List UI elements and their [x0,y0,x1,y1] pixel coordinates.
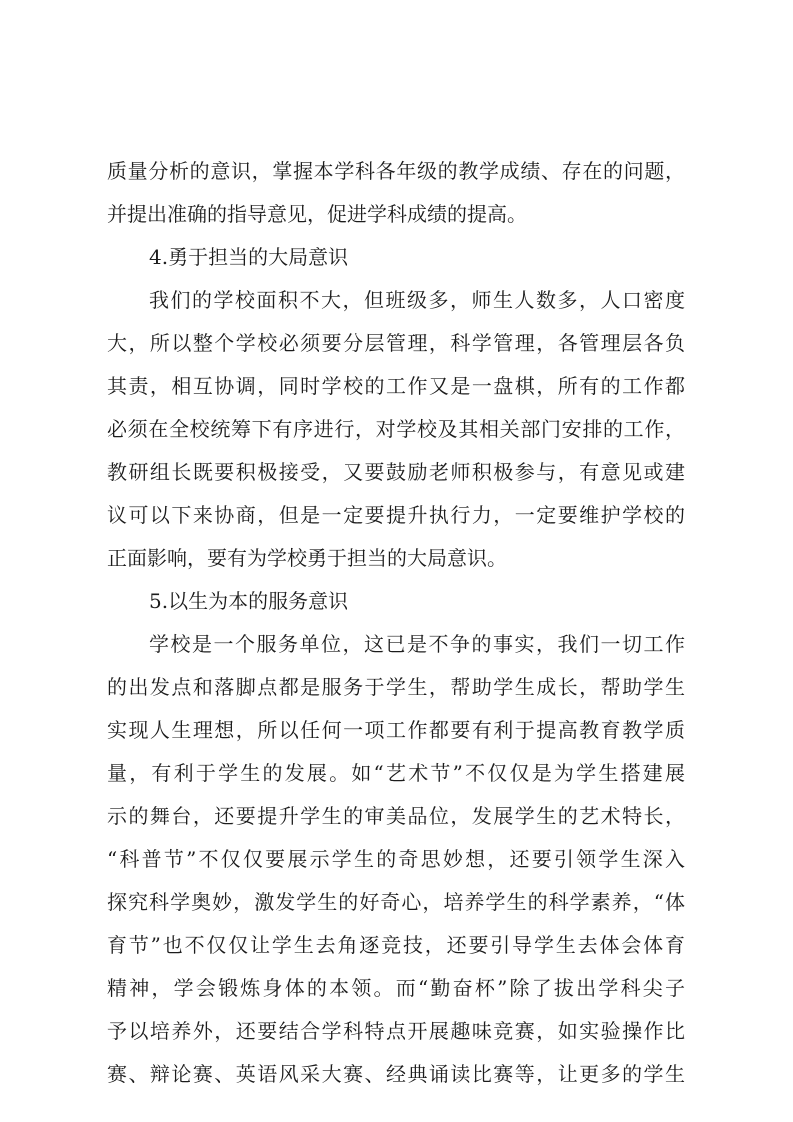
section-heading: 5.以生为本的服务意识 [149,589,349,613]
text-line: 必须在全校统筹下有序进行，对学校及其相关部门安排的工作， [107,417,685,441]
text-line: 其责，相互协调，同时学校的工作又是一盘棋，所有的工作都 [107,374,685,398]
text-line: 学校是一个服务单位，这已是不争的事实，我们一切工作 [149,632,685,656]
text-line: 精神，学会锻炼身体的本领。而“勤奋杯”除了拔出学科尖子 [107,976,685,1000]
text-line: 赛、辩论赛、英语风采大赛、经典诵读比赛等，让更多的学生 [107,1062,685,1086]
text-line: 实现人生理想，所以任何一项工作都要有利于提高教育教学质 [107,718,685,742]
text-line: 示的舞台，还要提升学生的审美品位，发展学生的艺术特长， [107,804,685,828]
text-line: 我们的学校面积不大，但班级多，师生人数多，人口密度 [149,288,685,312]
section-heading: 4.勇于担当的大局意识 [149,245,349,269]
section-5 [107,580,685,1096]
text-line: 大，所以整个学校必须要分层管理，科学管理，各管理层各负 [107,331,685,355]
continued-paragraph [107,150,685,236]
text-line: “科普节”不仅仅要展示学生的奇思妙想，还要引领学生深入 [107,847,685,871]
section-4 [107,236,685,580]
text-line: 正面影响，要有为学校勇于担当的大局意识。 [107,546,507,570]
body-text [107,150,685,1096]
text-line: 探究科学奥妙，激发学生的好奇心，培养学生的科学素养，“体 [107,890,685,914]
text-line: 议可以下来协商，但是一定要提升执行力，一定要维护学校的 [107,503,685,527]
text-line: 教研组长既要积极接受，又要鼓励老师积极参与，有意见或建 [107,460,685,484]
text-line: 予以培养外，还要结合学科特点开展趣味竞赛，如实验操作比 [107,1019,685,1043]
text-line: 育节”也不仅仅让学生去角逐竞技，还要引导学生去体会体育 [107,933,685,957]
text-line: 并提出准确的指导意见，促进学科成绩的提高。 [107,202,527,226]
text-line: 量，有利于学生的发展。如“艺术节”不仅仅是为学生搭建展 [107,761,685,785]
text-line: 的出发点和落脚点都是服务于学生，帮助学生成长，帮助学生 [107,675,685,699]
text-line: 质量分析的意识，掌握本学科各年级的教学成绩、存在的问题， [107,159,685,183]
